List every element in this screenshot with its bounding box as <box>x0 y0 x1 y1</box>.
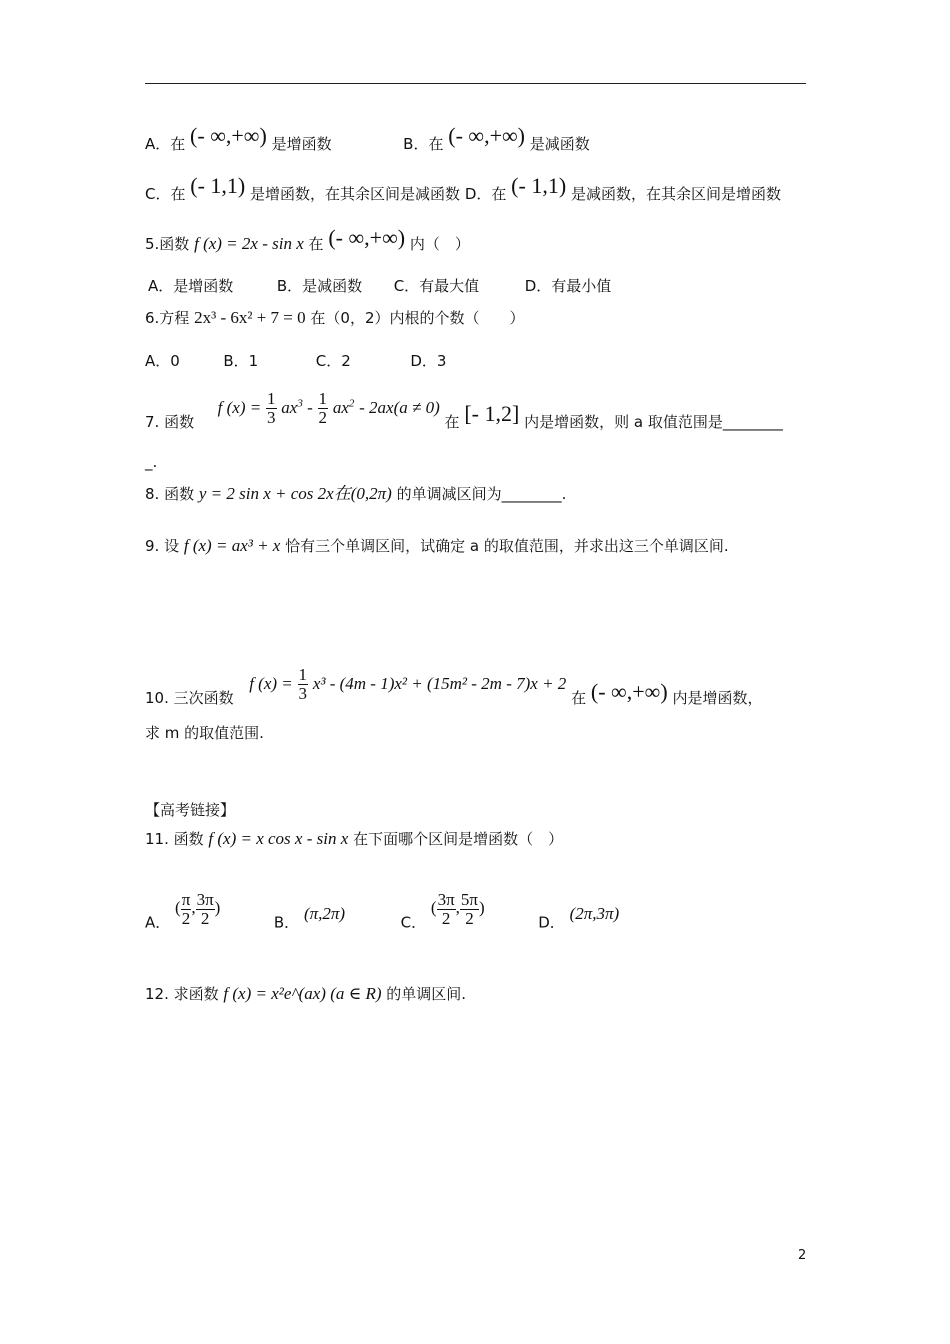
question-8 <box>145 484 566 504</box>
page-number: 2 <box>798 1248 807 1263</box>
q8-suffix: 的单调减区间为________. <box>396 485 567 503</box>
q4-option-a-label: A．在 <box>145 135 186 153</box>
q7-fraction-one-half: $\frac{1}{2}$ <box>318 389 328 427</box>
q10-suffix: 内是增函数， <box>672 689 763 707</box>
q11-option-b-label: B． <box>273 913 300 932</box>
q6-prefix: 6.方程 <box>145 309 190 327</box>
q7-prefix: 7. 函数 <box>145 413 195 431</box>
q5-option-d: D．有最小值 <box>524 277 612 295</box>
q11-option-b-value: (π,2π) <box>303 904 346 924</box>
q10-interval: (- ∞,+∞) <box>590 679 668 704</box>
q5-prefix: 5.函数 <box>145 235 190 253</box>
q11-options <box>145 890 620 942</box>
question-9 <box>145 536 729 556</box>
q11-option-a-value: ( $\frac{\pi}{2}$ , $\frac{3\pi}{2}$ ) <box>175 890 221 928</box>
q10-fraction-one-third: $\frac{1}{3}$ <box>298 665 308 703</box>
q4-option-b-text: 是减函数 <box>529 135 590 153</box>
q4-option-a-text: 是增函数 <box>271 135 332 153</box>
q4-option-c-label: C．在 <box>145 185 186 203</box>
q4-option-c-text: 是增函数，在其余区间是减函数 <box>250 185 461 203</box>
question-6 <box>145 308 525 328</box>
section-title: 【高考链接】 <box>145 801 236 819</box>
q11-option-c-label: C． <box>400 913 427 932</box>
q4-option-d-text: 是减函数，在其余区间是增函数 <box>570 185 781 203</box>
q4-option-c-interval: (- 1,1) <box>190 173 246 198</box>
q5-option-b: B．是减函数 <box>276 277 363 295</box>
q6-option-b: B．1 <box>223 352 259 370</box>
q7-formula-lhs: f (x) = <box>217 398 262 417</box>
q5-option-c: C．有最大值 <box>393 277 480 295</box>
q6-formula: 2x³ - 6x² + 7 = 0 <box>194 308 306 327</box>
q9-prefix: 9. 设 <box>145 537 180 555</box>
q10-line2: 求 m 的取值范围. <box>145 724 264 742</box>
q11-prefix: 11. 函数 <box>145 830 204 848</box>
question-10 <box>145 665 763 717</box>
q10-prefix: 10. 三次函数 <box>145 689 234 707</box>
q4-option-b-label: B．在 <box>403 135 444 153</box>
q7-mid: 在 <box>444 413 460 431</box>
question-12 <box>145 984 466 1004</box>
q12-prefix: 12. 求函数 <box>145 985 219 1003</box>
q11-option-a-label: A． <box>145 913 171 932</box>
q4-option-a-interval: (- ∞,+∞) <box>190 123 267 148</box>
q6-option-a: A．0 <box>145 352 180 370</box>
q4-option-d-interval: (- 1,1) <box>511 173 567 198</box>
question-7: 7. 函数 f (x) = $\frac{1}{3}$ $ax^3$ - $\frac{1}{2}$ $ax^2 - 2ax(a \ne 0)$ 在 [- 1,2] 内是增函数，则 a 取值范围是________ <box>145 389 783 431</box>
q7-fraction-one-third: $\frac{1}{3}$ <box>267 389 276 427</box>
question-11 <box>145 829 563 849</box>
q11-option-d-value: (2π,3π) <box>569 904 620 924</box>
q7-suffix: 内是增函数，则 a 取值范围是________ <box>524 413 783 431</box>
q8-formula: y = 2 sin x + cos 2x在(0,2π) <box>198 484 392 503</box>
q10-mid: 在 <box>571 689 587 707</box>
q11-suffix: 在下面哪个区间是增函数（ ） <box>353 830 564 848</box>
header-rule <box>145 83 806 84</box>
q5-options <box>148 276 611 296</box>
q7-formula-rest: - 2ax(a ≠ 0) <box>359 398 440 417</box>
q12-suffix: 的单调区间. <box>386 985 467 1003</box>
q5-option-a: A．是增函数 <box>148 277 234 295</box>
q6-options <box>145 351 446 371</box>
q10-formula-rest: x³ - (4m - 1)x² + (15m² - 2m - 7)x + 2 <box>312 674 567 693</box>
q7-interval: [- 1,2] <box>464 401 520 426</box>
q10-formula-lhs: f (x) = <box>249 674 293 693</box>
q11-formula: f (x) = x cos x - sin x <box>208 829 349 848</box>
q4-option-b-interval: (- ∞,+∞) <box>448 123 526 148</box>
q5-suffix: 内（ ） <box>409 235 470 253</box>
q4-option-d-label: D．在 <box>464 185 507 203</box>
q6-suffix: 在（0，2）内根的个数（ ） <box>310 309 525 327</box>
q9-suffix: 恰有三个单调区间，试确定 a 的取值范围，并求出这三个单调区间. <box>285 537 729 555</box>
q12-formula: f (x) = x²e^(ax) (a ∈ R) <box>223 984 382 1003</box>
q4-options-cd <box>145 173 781 204</box>
q9-formula: f (x) = ax³ + x <box>183 536 281 555</box>
q8-prefix: 8. 函数 <box>145 485 195 503</box>
q4-options-ab <box>145 123 590 154</box>
q11-option-c-value: ( $\frac{3\pi}{2}$ , $\frac{5\pi}{2}$ ) <box>430 890 485 928</box>
q5-mid: 在 <box>308 235 324 253</box>
q5-formula: f (x) = 2x - sin x <box>194 234 304 253</box>
q7-continuation: _. <box>145 453 158 471</box>
question-5 <box>145 225 470 254</box>
q6-option-c: C．2 <box>315 352 351 370</box>
q6-option-d: D．3 <box>410 352 447 370</box>
q11-option-d-label: D． <box>538 913 565 932</box>
q5-interval: (- ∞,+∞) <box>328 225 406 250</box>
